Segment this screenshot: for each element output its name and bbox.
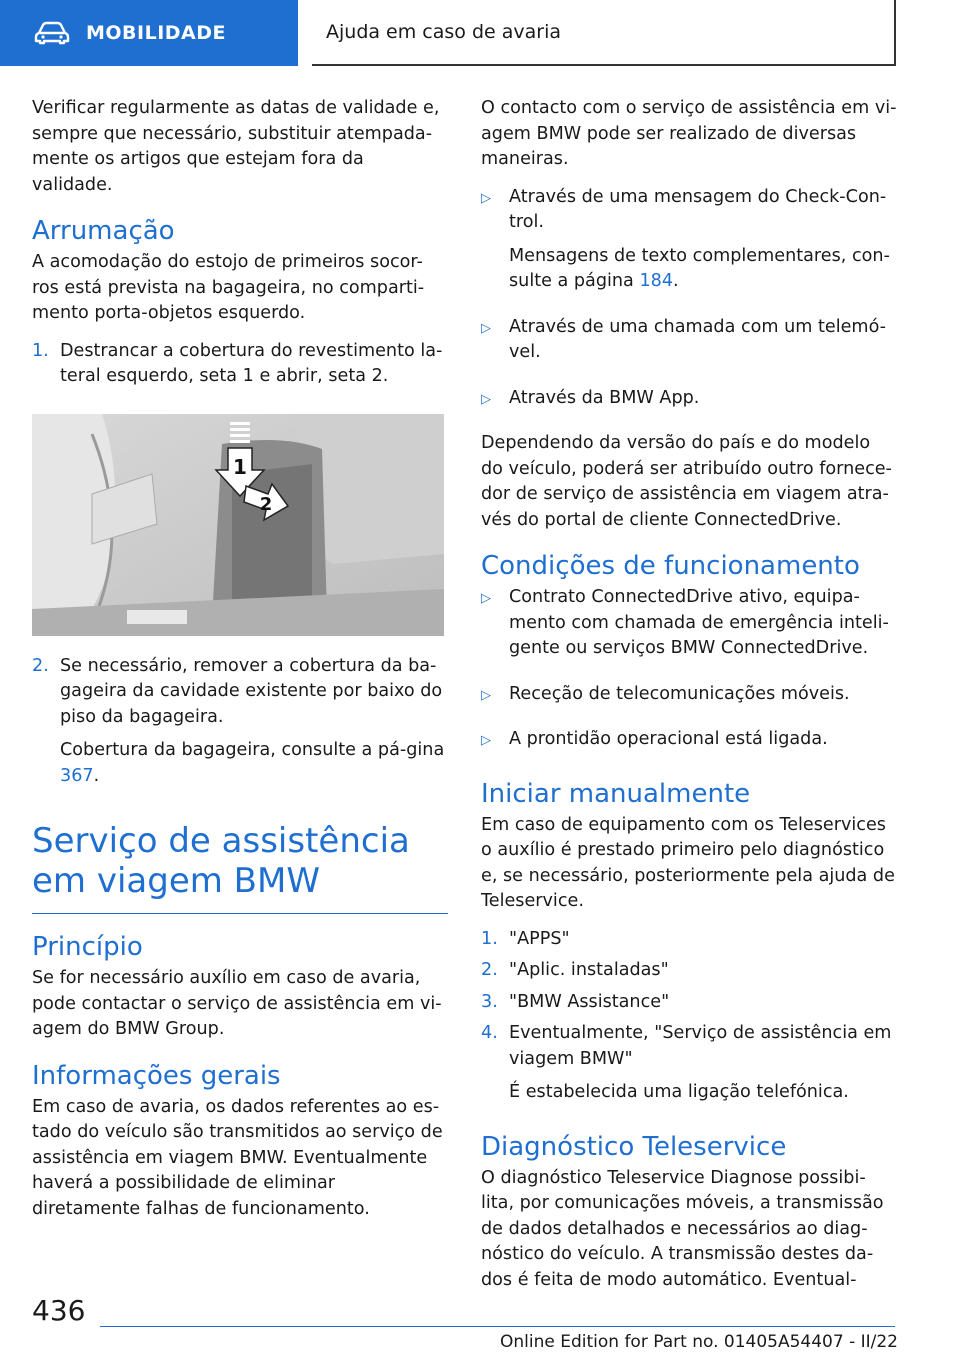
step-text: Se necessário, remover a cobertura da ba-gageira da cavidade existente por baixo do piso da bagageira. (60, 655, 443, 727)
triangle-bullet-icon: ▷ (481, 733, 491, 748)
step-text: "Aplic. instaladas" (509, 960, 669, 980)
info-text: Em caso de avaria, os dados referentes ao es-tado do veículo são transmitidos ao serviço de assistência em viagem BMW. Eventualmente haverá a possibilidade de eliminar diretamente falhas de funcionamento. (32, 1096, 443, 1219)
step-text: Eventualmente, "Serviço de assistência em viagem BMW" (509, 1023, 892, 1069)
contact-intro: O contacto com o serviço de assistência em vi-agem BMW pode ser realizado de diversas maneiras. (481, 98, 897, 169)
note-tail: . (673, 271, 679, 291)
step-text: Destrancar a cobertura do revestimento la-teral esquerdo, seta 1 e abrir, seta 2. (60, 340, 443, 386)
bullet-text: Através da BMW App. (509, 387, 700, 408)
condition-1 (481, 585, 897, 670)
bullet-note (509, 244, 897, 295)
bullet-check-control (481, 185, 897, 303)
note-text: Mensagens de texto complementares, con-sulte a página (509, 245, 890, 291)
step-note: É estabelecida uma ligação telefónica. (509, 1082, 849, 1102)
manual-step-2 (481, 958, 897, 984)
step-2 (32, 654, 448, 798)
condition-3 (481, 727, 897, 761)
note-text: Cobertura da bagageira, consulte a pá-gina (60, 740, 445, 760)
triangle-bullet-icon: ▷ (481, 687, 491, 703)
right-column (481, 96, 897, 1305)
heading-teleservice-diagnosis: Diagnóstico Teleservice (481, 1131, 787, 1162)
note-tail: . (93, 765, 100, 786)
trunk-compartment-photo (32, 414, 444, 636)
step-number: 4. (481, 1023, 498, 1043)
step-note (60, 738, 448, 789)
page-link-184[interactable]: 184 (639, 271, 674, 291)
condition-2 (481, 682, 897, 716)
heading-manual-start: Iniciar manualmente (481, 778, 751, 809)
bullet-text: Através de uma chamada com um telemó-vel. (509, 316, 887, 362)
edition-footer: Online Edition for Part no. 01405A54407 - II/22 (499, 1332, 898, 1352)
car-icon (34, 21, 70, 45)
manual-step-4 (481, 1021, 897, 1114)
manual-step-3 (481, 990, 897, 1016)
step-number: 1. (481, 928, 498, 949)
page-link-367[interactable]: 367 (60, 765, 94, 786)
bullet-app (481, 386, 897, 420)
bullet-text: A prontidão operacional está ligada. (509, 729, 828, 749)
heading-conditions: Condições de funcionamento (481, 551, 860, 581)
dependency-text: Dependendo da versão do país e do modelo do veículo, poderá ser atribuído outro fornece-dor de serviço de assistência em viagem atra-vés do portal de cliente ConnectedDrive. (481, 433, 892, 530)
triangle-bullet-icon: ▷ (481, 190, 491, 206)
manual-text: Em caso de equipamento com os Teleservices o auxílio é prestado primeiro pelo diagnóstico e, se necessário, posteriormente pela ajuda de Teleservice. (481, 814, 895, 911)
triangle-bullet-icon: ▷ (481, 591, 491, 606)
chapter-title: Ajuda em caso de avaria (326, 21, 562, 43)
validity-text: Verificar regularmente as datas de validade e, sempre que necessário, substituir atempada-mente os artigos que estejam fora da validade. (32, 98, 440, 195)
step-number: 3. (481, 991, 498, 1012)
heading-info: Informações gerais (32, 1060, 281, 1091)
footer-rule (100, 1326, 895, 1327)
heading-arrumacao: Arrumação (32, 216, 175, 246)
step-number: 2. (481, 960, 498, 980)
arrow-label-2: 2 (259, 493, 273, 515)
heading-roadside-service: Serviço de assistência em viagem BMW (32, 821, 448, 914)
section-tab (0, 0, 298, 66)
step-number: 1. (32, 340, 49, 361)
manual-step-1 (481, 927, 897, 953)
section-label: MOBILIDADE (86, 22, 227, 44)
triangle-bullet-icon: ▷ (481, 391, 491, 407)
principio-text: Se for necessário auxílio em caso de avaria, pode contactar o serviço de assistência em vi-agem do BMW Group. (32, 968, 442, 1039)
bullet-text: Através de uma mensagem do Check-Con-trol. (509, 186, 887, 232)
heading-principio: Princípio (32, 932, 143, 962)
bullet-phone (481, 315, 897, 374)
step-text: "APPS" (509, 928, 570, 949)
arrow-label-1: 1 (233, 454, 247, 479)
bullet-text: Contrato ConnectedDrive ativo, equipa-mento com chamada de emergência inteli-gente ou serviços BMW ConnectedDrive. (509, 587, 889, 658)
triangle-bullet-icon: ▷ (481, 320, 491, 336)
step-number: 2. (32, 655, 49, 676)
page-header (312, 0, 896, 66)
arrumacao-text: A acomodação do estojo de primeiros socor-ros está prevista na bagageira, no comparti-mento porta-objetos esquerdo. (32, 252, 425, 323)
page-number: 436 (32, 1294, 86, 1327)
diagnosis-text: O diagnóstico Teleservice Diagnose possibi-lita, por comunicações móveis, a transmissão de dados detalhados e necessários ao diag-nóstico do veículo. A transmissão destes da-dos é feita de modo automático. Eventual- (481, 1167, 884, 1290)
bullet-text: Receção de telecomunicações móveis. (509, 683, 850, 704)
step-1 (32, 339, 448, 398)
left-column (32, 96, 448, 1234)
step-text: "BMW Assistance" (509, 991, 670, 1012)
